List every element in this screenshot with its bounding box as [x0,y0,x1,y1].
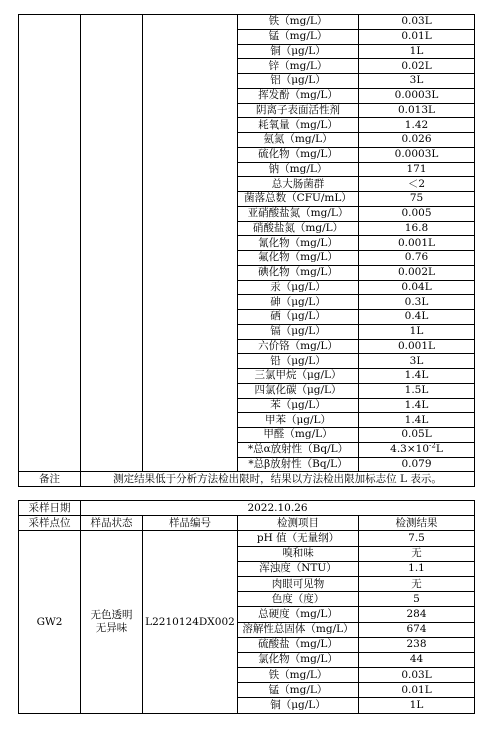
result-cell [359,457,475,472]
result-unit-flag: L [435,443,443,456]
test-item-cell: 嗅和味 [238,546,359,561]
test-item-cell: 铜（μg/L） [238,44,359,59]
test-item-cell: 锌（mg/L） [238,59,359,74]
result-value: 1.42 [404,118,429,131]
result-value: 0.3L [404,295,429,308]
test-item-cell: 四氯化碳（μg/L） [238,383,359,398]
result-exponent: -2 [429,442,436,450]
remark-text: 测定结果低于分析方法检出限时，结果以方法检出限加标志位 L 表示。 [81,472,475,487]
test-item-cell: 耗氧量（mg/L） [238,118,359,133]
test-item-cell: 锰（mg/L） [238,29,359,44]
test-item-cell: 锰（mg/L） [238,683,359,698]
result-value: 3L [409,74,424,87]
result-cell [359,280,475,295]
results-table-gw2 [18,500,475,714]
result-cell [359,162,475,177]
result-cell [359,354,475,369]
result-cell: 0.03L [359,668,475,683]
test-item-cell: 亚硝酸盐氮（mg/L） [238,206,359,221]
result-value: 0.03L [401,15,432,28]
result-value: 0.002L [397,266,436,279]
column-header: 样品状态 [81,516,143,531]
result-cell [359,251,475,266]
test-item-cell: 氯化物（mg/L） [238,652,359,667]
result-cell [359,118,475,133]
result-cell: 无 [359,546,475,561]
result-cell: 7.5 [359,531,475,546]
state-line: 无色透明 [90,609,133,621]
result-value: 171 [406,162,427,175]
result-value: 3L [409,354,424,367]
result-cell [359,44,475,59]
test-item-cell: 氨氮（mg/L） [238,133,359,148]
sample-id-cell: L2210124DX002 [143,531,238,713]
result-cell: 284 [359,607,475,622]
test-item-cell: 铜（μg/L） [238,698,359,713]
result-value: 0.026 [401,133,432,146]
test-item-cell: 氟化物（mg/L） [238,251,359,266]
result-cell [359,15,475,30]
date-row [19,501,475,516]
test-item-cell: 硒（μg/L） [238,310,359,325]
result-value: 1L [409,44,424,57]
table-row [19,531,475,546]
result-value: 0.04L [401,280,432,293]
result-value: 0.76 [404,251,429,264]
result-cell [359,339,475,354]
result-cell [359,29,475,44]
result-cell: 1.1 [359,561,475,576]
test-item-cell: 钠（mg/L） [238,162,359,177]
result-cell: 无 [359,576,475,591]
test-item-cell: 色度（度） [238,592,359,607]
test-item-cell: *总α放射性（Bq/L） [238,442,359,457]
result-cell [359,265,475,280]
result-value: 1.4L [404,369,429,382]
test-item-cell: 碘化物（mg/L） [238,265,359,280]
test-item-cell: 三氯甲烷（μg/L） [238,369,359,384]
result-cell [359,59,475,74]
state-cell [81,531,143,713]
result-cell [359,413,475,428]
result-cell [359,310,475,325]
result-value: 0.02L [401,59,432,72]
column-header: 检测结果 [359,516,475,531]
result-cell: 238 [359,637,475,652]
result-value: 0.05L [401,428,432,441]
result-value: 0.001L [397,236,436,249]
result-value: ＜2 [407,177,426,190]
test-item-cell: 氰化物（mg/L） [238,236,359,251]
date-value: 2022.10.26 [81,501,475,516]
test-item-cell: 肉眼可见物 [238,576,359,591]
table-row [19,15,475,30]
test-item-cell: 甲苯（μg/L） [238,413,359,428]
test-item-cell: 苯（μg/L） [238,398,359,413]
result-cell [359,383,475,398]
result-cell [359,236,475,251]
result-cell [359,177,475,192]
result-cell [359,442,475,457]
test-item-cell: 砷（μg/L） [238,295,359,310]
date-label: 采样日期 [19,501,81,516]
result-value: 4.3×10 [390,443,430,456]
column-header: 样品编号 [143,516,238,531]
test-item-cell: 菌落总数（CFU/mL） [238,192,359,207]
result-value: 1.4L [404,413,429,426]
result-value: 0.013L [397,103,436,116]
test-item-cell: 硫化物（mg/L） [238,147,359,162]
result-cell [359,206,475,221]
results-table-continued [18,14,475,487]
result-value: 1.4L [404,398,429,411]
test-item-cell: 挥发酚（mg/L） [238,88,359,103]
result-value: 0.4L [404,310,429,323]
test-item-cell: 甲醛（mg/L） [238,428,359,443]
test-item-cell: 总大肠菌群 [238,177,359,192]
test-item-cell: 铅（μg/L） [238,354,359,369]
state-cell [81,15,143,472]
result-cell [359,324,475,339]
test-item-cell: 总硬度（mg/L） [238,607,359,622]
result-value: 0.01L [401,30,432,43]
result-cell [359,295,475,310]
result-cell [359,103,475,118]
site-cell [19,15,81,472]
test-item-cell: 铝（μg/L） [238,74,359,89]
result-cell: 5 [359,592,475,607]
result-value: 1.5L [404,384,429,397]
result-value: 0.0003L [394,89,439,102]
result-value: 75 [409,192,424,205]
test-item-cell: 六价铬（mg/L） [238,339,359,354]
result-cell [359,221,475,236]
remark-label: 备注 [19,472,81,487]
test-item-cell: *总β放射性（Bq/L） [238,457,359,472]
test-item-cell: 汞（μg/L） [238,280,359,295]
result-cell [359,398,475,413]
result-value: 0.0003L [394,148,439,161]
result-cell [359,428,475,443]
result-value: 0.079 [401,457,432,470]
result-cell [359,88,475,103]
test-item-cell: pH 值（无量纲） [238,531,359,546]
result-value: 16.8 [404,221,429,234]
site-cell: GW2 [19,531,81,713]
sample-id-cell [143,15,238,472]
test-item-cell: 镉（μg/L） [238,324,359,339]
test-item-cell: 铁（mg/L） [238,15,359,30]
test-item-cell: 溶解性总固体（mg/L） [238,622,359,637]
test-item-cell: 铁（mg/L） [238,668,359,683]
result-cell [359,133,475,148]
result-cell [359,192,475,207]
result-value: 0.005 [401,207,432,220]
result-value: 1L [409,325,424,338]
result-cell: 0.01L [359,683,475,698]
test-item-cell: 硝酸盐氮（mg/L） [238,221,359,236]
result-cell [359,369,475,384]
result-cell: 1L [359,698,475,713]
test-item-cell: 浑浊度（NTU） [238,561,359,576]
test-item-cell: 硫酸盐（mg/L） [238,637,359,652]
result-cell [359,74,475,89]
result-cell: 674 [359,622,475,637]
column-header: 采样点位 [19,516,81,531]
remark-row [19,472,475,487]
column-header: 检测项目 [238,516,359,531]
result-value: 0.001L [397,339,436,352]
result-cell [359,147,475,162]
state-line: 无异味 [95,622,128,634]
test-item-cell: 阴离子表面活性剂 [238,103,359,118]
header-row [19,516,475,531]
result-cell: 44 [359,652,475,667]
